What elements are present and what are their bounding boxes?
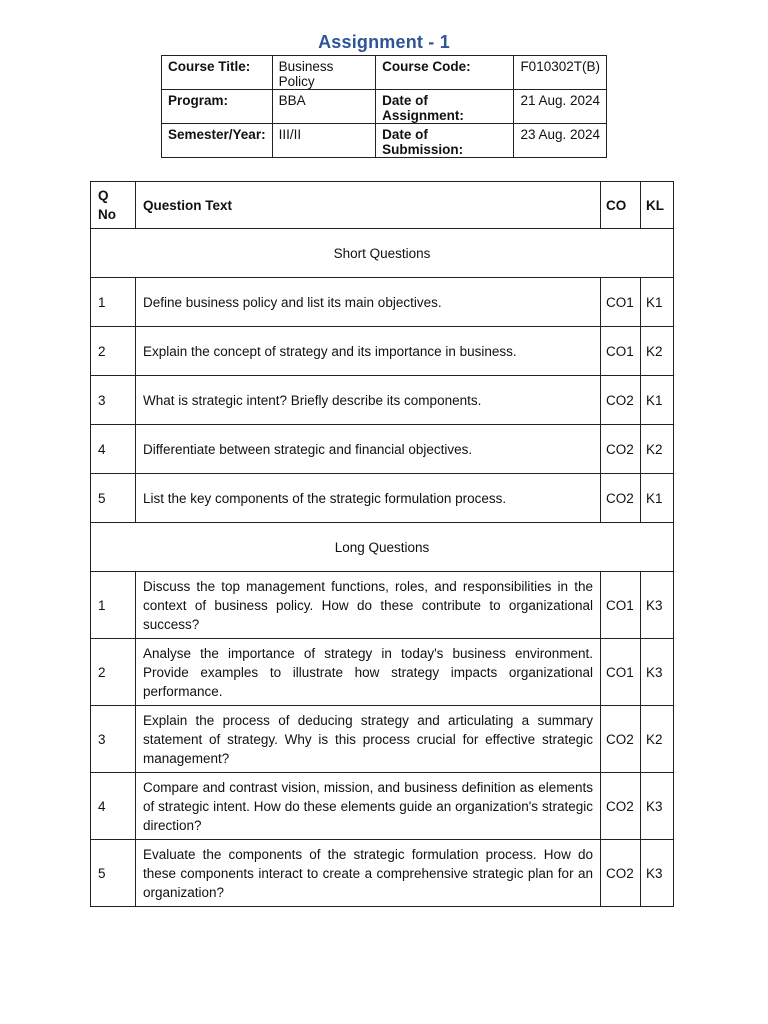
info-row [162,124,607,158]
table-row [91,278,674,327]
question-co: CO2 [600,376,640,425]
question-number: 5 [91,474,136,523]
question-co: CO2 [600,840,640,907]
info-row [162,56,607,90]
question-number: 1 [91,278,136,327]
question-text: List the key components of the strategic formulation process. [135,474,600,523]
question-co: CO1 [600,327,640,376]
table-row [91,376,674,425]
date-assignment-value: 21 Aug. 2024 [514,90,607,124]
date-assignment-label: Date of Assignment: [376,90,514,124]
question-co: CO2 [600,706,640,773]
table-row [91,773,674,840]
question-kl: K3 [640,639,673,706]
course-info-table [161,55,607,158]
question-kl: K1 [640,278,673,327]
question-text: Explain the concept of strategy and its importance in business. [135,327,600,376]
semester-label: Semester/Year: [162,124,273,158]
program-label: Program: [162,90,273,124]
question-kl: K1 [640,474,673,523]
question-text: Analyse the importance of strategy in today's business environment. Provide examples to illustrate how strategy impacts organizational performance. [135,639,600,706]
long-questions-title: Long Questions [91,523,674,572]
question-text: Explain the process of deducing strategy and articulating a summary statement of strategy. Why is this process crucial for effective strategic management? [135,706,600,773]
program-value: BBA [272,90,376,124]
table-row [91,572,674,639]
info-row [162,90,607,124]
question-kl: K3 [640,572,673,639]
table-row [91,425,674,474]
question-number: 4 [91,425,136,474]
question-co: CO1 [600,572,640,639]
question-number: 5 [91,840,136,907]
question-number: 3 [91,706,136,773]
question-number: 2 [91,639,136,706]
question-co: CO1 [600,278,640,327]
table-header-row [91,182,674,229]
section-row-short [91,229,674,278]
section-row-long [91,523,674,572]
table-row [91,639,674,706]
question-kl: K2 [640,706,673,773]
question-text: What is strategic intent? Briefly describe its components. [135,376,600,425]
question-number: 2 [91,327,136,376]
question-text: Discuss the top management functions, roles, and responsibilities in the context of business policy. How do these contribute to organizational success? [135,572,600,639]
table-row [91,327,674,376]
question-kl: K3 [640,773,673,840]
table-row [91,706,674,773]
question-kl: K1 [640,376,673,425]
page-title: Assignment - 1 [318,32,450,52]
questions-table [90,181,674,907]
question-number: 4 [91,773,136,840]
question-number: 1 [91,572,136,639]
table-row [91,840,674,907]
course-title-value: Business Policy [272,56,376,90]
semester-value: III/II [272,124,376,158]
date-submission-label: Date of Submission: [376,124,514,158]
question-co: CO2 [600,773,640,840]
date-submission-value: 23 Aug. 2024 [514,124,607,158]
question-text-header: Question Text [135,182,600,229]
question-text: Differentiate between strategic and financial objectives. [135,425,600,474]
co-header: CO [600,182,640,229]
question-text: Define business policy and list its main objectives. [135,278,600,327]
question-co: CO1 [600,639,640,706]
question-co: CO2 [600,425,640,474]
question-text: Compare and contrast vision, mission, and business definition as elements of strategic intent. How do these elements guide an organization's strategic direction? [135,773,600,840]
short-questions-title: Short Questions [91,229,674,278]
question-kl: K3 [640,840,673,907]
kl-header: KL [640,182,673,229]
question-co: CO2 [600,474,640,523]
course-code-label: Course Code: [376,56,514,90]
question-number: 3 [91,376,136,425]
question-kl: K2 [640,425,673,474]
question-kl: K2 [640,327,673,376]
course-code-value: F010302T(B) [514,56,607,90]
course-title-label: Course Title: [162,56,273,90]
qno-header: Q No [91,182,136,229]
table-row [91,474,674,523]
question-text: Evaluate the components of the strategic formulation process. How do these components interact to create a comprehensive strategic plan for an organization? [135,840,600,907]
